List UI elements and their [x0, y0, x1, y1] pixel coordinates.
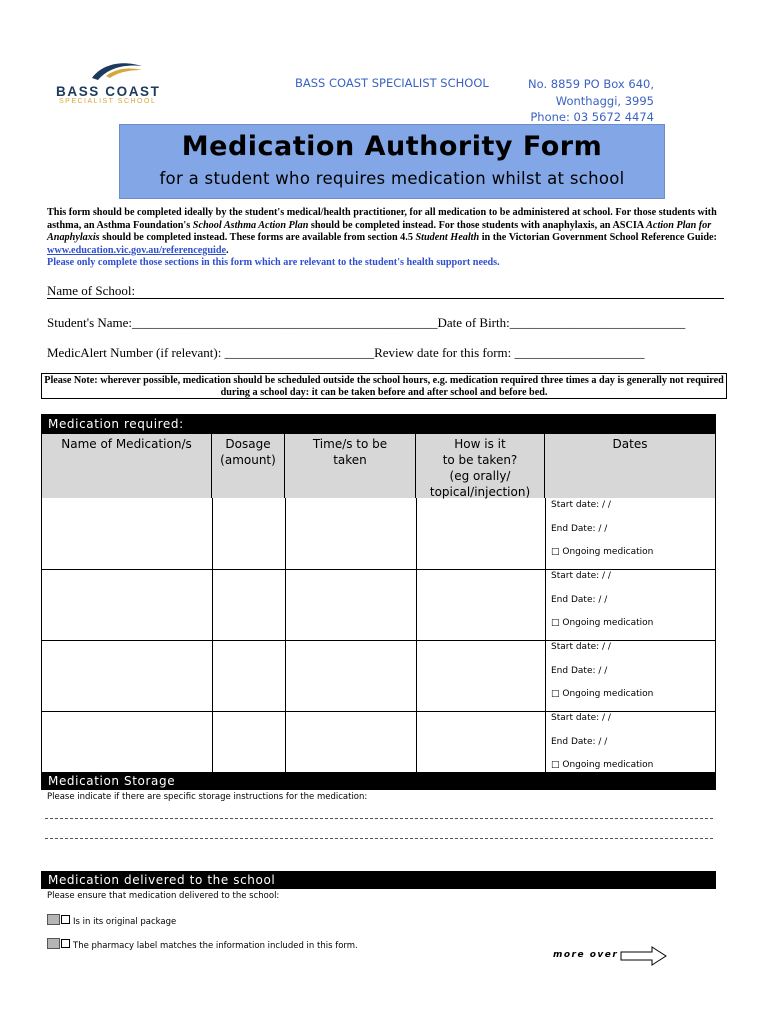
start-date-field[interactable]: Start date: / /: [551, 642, 611, 652]
col-name-of-medication: Name of Medication/s: [41, 434, 212, 498]
col-dates: Dates: [545, 434, 716, 498]
more-over-text: more over: [553, 950, 619, 960]
medication-required-bar: Medication required:: [41, 414, 716, 434]
intro-text: .: [226, 244, 229, 256]
address-line-1: No. 8859 PO Box 640,: [528, 77, 654, 91]
shaded-checkbox-icon[interactable]: [47, 914, 60, 925]
arrow-right-icon: [620, 946, 668, 966]
logo-swoosh-icon: [88, 60, 144, 82]
logo-sub-text: SPECIALIST SCHOOL: [59, 98, 157, 105]
name-of-school-underline: [47, 298, 724, 299]
col-how-taken: How is it to be taken? (eg orally/ topical/injection): [416, 434, 545, 498]
shaded-checkbox-icon[interactable]: [47, 938, 60, 949]
logo-main-text: BASS COAST: [56, 84, 161, 99]
pharmacy-label-check[interactable]: [47, 938, 358, 951]
ongoing-medication-checkbox[interactable]: □ Ongoing medication: [551, 689, 654, 699]
end-date-field[interactable]: End Date: / /: [551, 666, 608, 676]
original-package-label: Is in its original package: [73, 917, 177, 927]
storage-instruction: Please indicate if there are specific storage instructions for the medication:: [47, 792, 368, 802]
ongoing-medication-checkbox[interactable]: □ Ongoing medication: [551, 760, 654, 770]
table-border: [212, 498, 213, 772]
storage-answer-line[interactable]: [45, 818, 713, 819]
storage-answer-line[interactable]: [45, 838, 713, 839]
table-border: [715, 498, 716, 772]
intro-text: This form should be completed ideally by the student's medical/health practitioner, for all medication to be administered at school. For those students with asthma, an Asthma Foundation's: [47, 207, 717, 231]
table-row-divider: [41, 640, 716, 641]
table-row-divider: [41, 711, 716, 712]
table-border: [545, 498, 546, 772]
col-times: Time/s to be taken: [285, 434, 416, 498]
reference-guide-link[interactable]: www.education.vic.gov.au/referenceguide: [47, 244, 227, 256]
intro-italic-student-health: Student Health: [415, 232, 480, 244]
medication-delivered-bar: Medication delivered to the school: [41, 871, 716, 889]
start-date-field[interactable]: Start date: / /: [551, 500, 611, 510]
table-border: [41, 498, 42, 772]
address-line-2: Wonthaggi, 3995: [555, 93, 654, 108]
intro-text: should be completed instead. These forms are available from section 4.5: [99, 232, 416, 244]
col-dosage: Dosage (amount): [212, 434, 285, 498]
intro-text: should be completed instead. For those students with anaphylaxis, an ASCIA: [308, 219, 647, 231]
school-logo: [50, 60, 170, 110]
medicalert-review-field[interactable]: MedicAlert Number (if relevant): _______________________Review date for this form: ____________________: [47, 345, 645, 360]
checkbox-icon[interactable]: [61, 939, 70, 948]
ongoing-medication-checkbox[interactable]: □ Ongoing medication: [551, 618, 654, 628]
intro-paragraph: [47, 207, 722, 270]
intro-italic-anaphylaxis-plan: Action Plan for Anaphylaxis: [47, 219, 712, 244]
header-address: [520, 76, 654, 126]
intro-text: in the Victorian Government School Reference Guide:: [479, 232, 717, 244]
medication-table: [41, 434, 716, 772]
table-row-divider: [41, 569, 716, 570]
form-subtitle: for a student who requires medication whilst at school: [159, 169, 625, 188]
title-box: [119, 124, 665, 199]
header-school-name: BASS COAST SPECIALIST SCHOOL: [295, 76, 489, 90]
pharmacy-label-label: The pharmacy label matches the information included in this form.: [73, 941, 358, 951]
table-border: [285, 498, 286, 772]
checkbox-icon[interactable]: [61, 915, 70, 924]
form-title: Medication Authority Form: [181, 131, 603, 162]
end-date-field[interactable]: End Date: / /: [551, 595, 608, 605]
start-date-field[interactable]: Start date: / /: [551, 571, 611, 581]
student-name-dob-field[interactable]: Student's Name:_______________________________________________Date of Birth:___________________________: [47, 315, 686, 330]
table-border: [416, 498, 417, 772]
ongoing-medication-checkbox[interactable]: □ Ongoing medication: [551, 547, 654, 557]
delivered-instruction: Please ensure that medication delivered to the school:: [47, 891, 280, 901]
address-line-3: Phone: 03 5672 4474: [530, 110, 654, 124]
end-date-field[interactable]: End Date: / /: [551, 737, 608, 747]
end-date-field[interactable]: End Date: / /: [551, 524, 608, 534]
medication-storage-bar: Medication Storage: [41, 772, 716, 790]
intro-note: Please only complete those sections in this form which are relevant to the student's health support needs.: [47, 257, 500, 269]
name-of-school-field[interactable]: Name of School:: [47, 283, 136, 298]
please-note-box: Please Note: wherever possible, medication should be scheduled outside the school hours, e.g. medication required three times a day is generally not required during a school day: it can be taken before and after school and before bed.: [41, 373, 727, 399]
start-date-field[interactable]: Start date: / /: [551, 713, 611, 723]
intro-italic-asthma-plan: School Asthma Action Plan: [192, 219, 309, 231]
original-package-check[interactable]: [47, 914, 176, 927]
